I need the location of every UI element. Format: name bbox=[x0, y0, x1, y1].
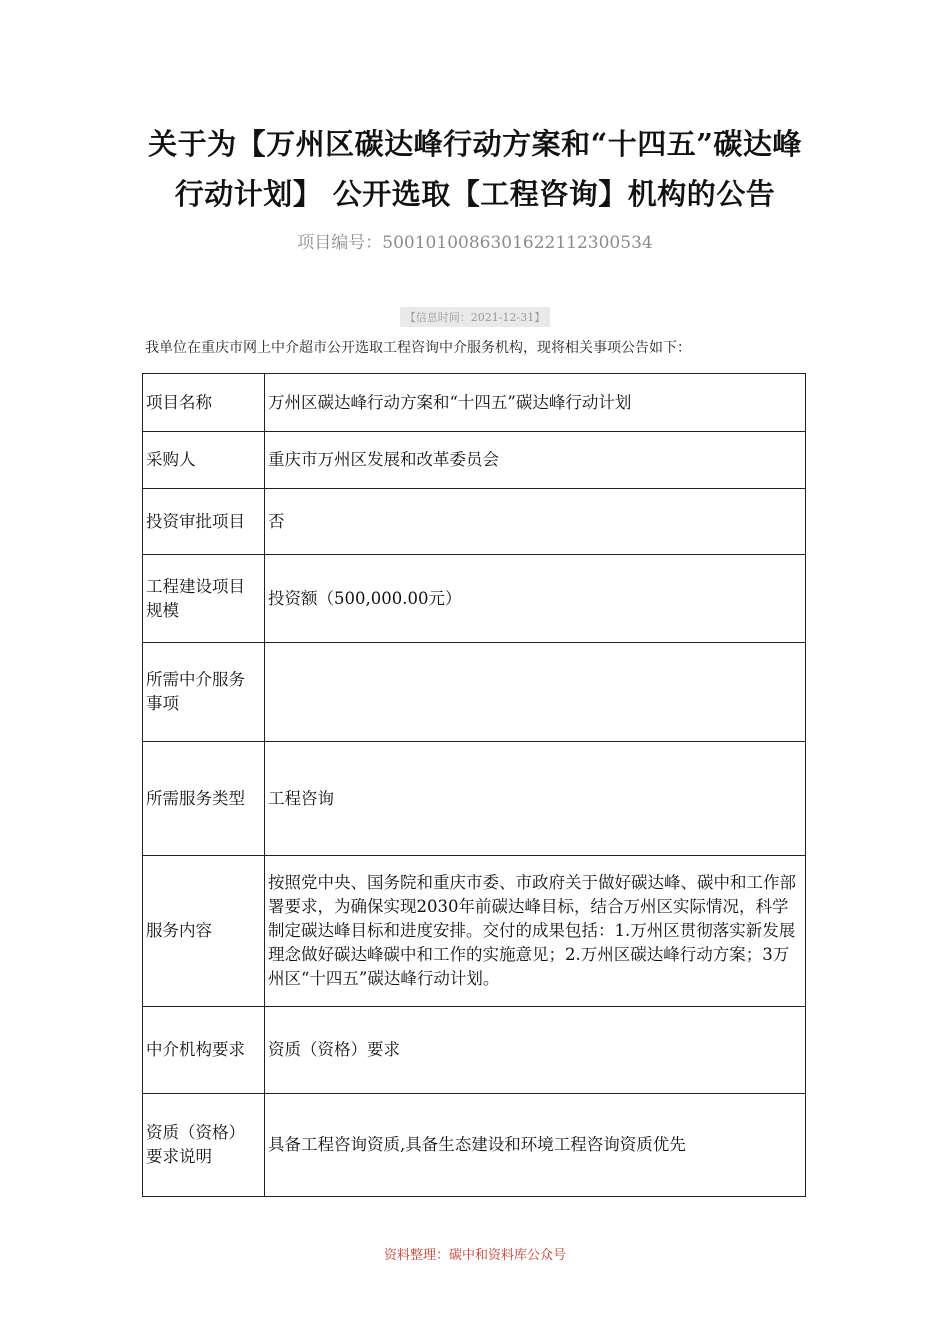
table-row bbox=[143, 1007, 806, 1094]
row-label-purchaser: 采购人 bbox=[143, 432, 265, 489]
row-label-project-name: 项目名称 bbox=[143, 374, 265, 432]
row-value-purchaser: 重庆市万州区发展和改革委员会 bbox=[265, 432, 806, 489]
row-value-service-content: 按照党中央、国务院和重庆市委、市政府关于做好碳达峰、碳中和工作部署要求，为确保实现2030年前碳达峰目标，结合万州区实际情况，科学制定碳达峰目标和进度安排。交付的成果包括：1.万州区贯彻落实新发展理念做好碳达峰碳中和工作的实施意见；2.万州区碳达峰行动方案；3万州区“十四五”碳达峰行动计划。 bbox=[265, 856, 806, 1007]
page-title-line-1: 关于为【万州区碳达峰行动方案和“十四五”碳达峰 bbox=[148, 127, 802, 161]
row-value-qualification-notes: 具备工程咨询资质,具备生态建设和环境工程咨询资质优先 bbox=[265, 1094, 806, 1197]
info-time-text: 【信息时间：2021-12-31】 bbox=[400, 307, 550, 327]
project-number: 项目编号：500101008630162211230053​4 bbox=[297, 233, 653, 253]
table-row bbox=[143, 432, 806, 489]
row-value-service-type: 工程咨询 bbox=[265, 742, 806, 856]
table-row bbox=[143, 856, 806, 1007]
info-time-badge bbox=[0, 306, 950, 327]
announcement-table bbox=[142, 373, 806, 1197]
row-label-investment-approval: 投资审批项目 bbox=[143, 489, 265, 555]
page-title-line-2: 行动计划】 公开选取【工程咨询】机构的公告 bbox=[174, 177, 776, 211]
table-row bbox=[143, 742, 806, 856]
row-value-service-items bbox=[265, 643, 806, 742]
table-row bbox=[143, 1094, 806, 1197]
row-label-qualification-notes: 资质（资格）要求说明 bbox=[143, 1094, 265, 1197]
row-label-project-scale: 工程建设项目规模 bbox=[143, 555, 265, 643]
row-value-agency-requirements: 资质（资格）要求 bbox=[265, 1007, 806, 1094]
table-row bbox=[143, 374, 806, 432]
row-label-service-items: 所需中介服务事项 bbox=[143, 643, 265, 742]
row-label-agency-requirements: 中介机构要求 bbox=[143, 1007, 265, 1094]
intro-paragraph: 我单位在重庆市网上中介超市公开选取工程咨询中介服务机构，现将相关事项公告如下： bbox=[145, 340, 691, 356]
row-value-investment-approval: 否 bbox=[265, 489, 806, 555]
table-row bbox=[143, 555, 806, 643]
row-label-service-content: 服务内容 bbox=[143, 856, 265, 1007]
table-row bbox=[143, 643, 806, 742]
row-label-service-type: 所需服务类型 bbox=[143, 742, 265, 856]
row-value-project-scale: 投资额（500,000.00元） bbox=[265, 555, 806, 643]
row-value-project-name: 万州区碳达峰行动方案和“十四五”碳达峰行动计划 bbox=[265, 374, 806, 432]
footer-source-note: 资料整理：碳中和资料库公众号 bbox=[383, 1248, 566, 1263]
table-row bbox=[143, 489, 806, 555]
